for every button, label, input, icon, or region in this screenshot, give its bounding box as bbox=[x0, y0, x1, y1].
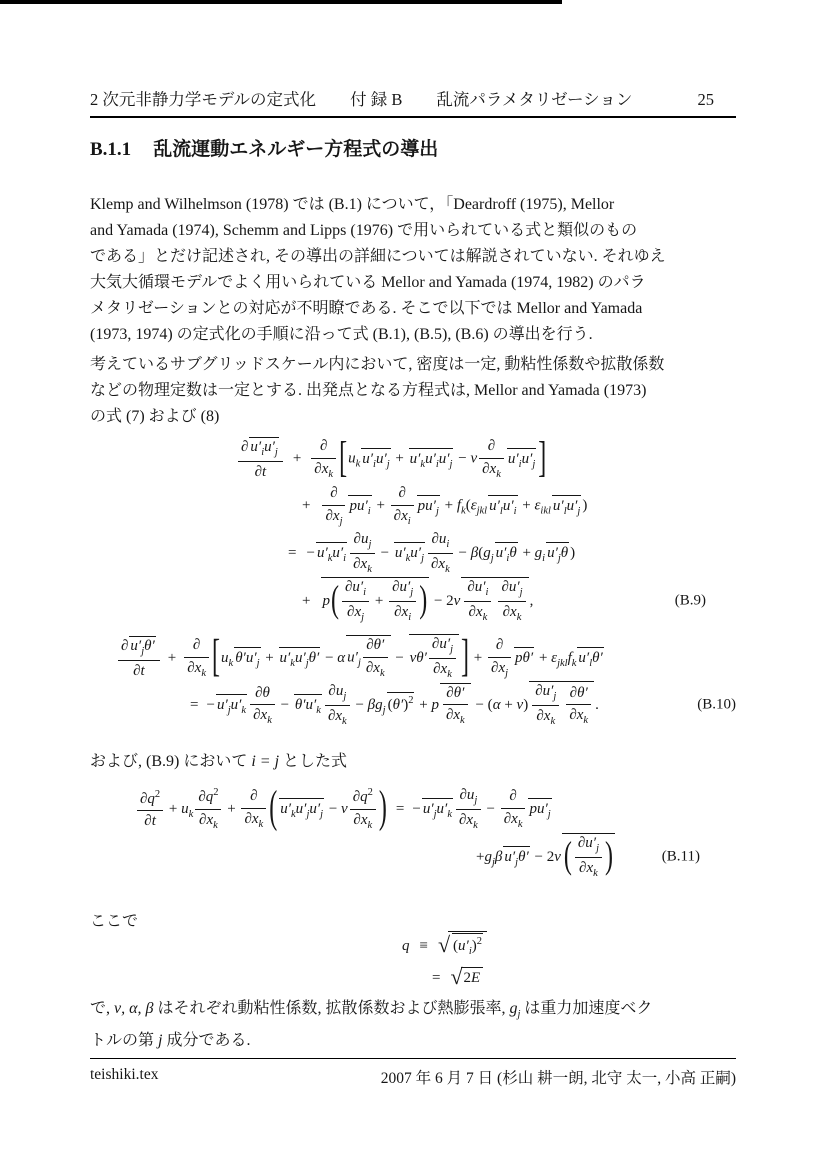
equation-row: $\frac{\partial q^2}{\partial t}$ + $u_k$ $\frac{\partial q^2}{\partial x_k}$ + $\frac{\partial}{\partial x_k}$ ( $u'_ku'_ju'_j - \nu$ $\frac{\partial q^2}{\partial x_k}$ ) = − $u'_ju'_k$ $\frac{\partial u_j}{\partial x_k}$ − $\frac{\partial}{\partial x_k}$ $pu'_j$ bbox=[90, 786, 736, 833]
text-kokode: ここで bbox=[90, 913, 139, 930]
closing-seg-e: 成分である. bbox=[162, 1032, 251, 1050]
header-chapter-title: 2 次元非静力学モデルの定式化 bbox=[90, 90, 317, 109]
equation-row: + $\frac{\partial}{\partial x_j}$ $pu'_i$ + $\frac{\partial}{\partial x_i}$ $pu'_j + f_k(\varepsilon_{jkl}$ $u'_lu'_i + \varepsilon_{ikl}$ $u'_lu'_j$ ) bbox=[302, 485, 588, 527]
equation-tag: (B.9) bbox=[674, 592, 706, 609]
closing-seg-c: は重力加速度ベク bbox=[520, 1000, 653, 1017]
text-line: である」とだけ記述され, その導出の詳細については解説されていない. それゆえ bbox=[90, 248, 666, 265]
equation-row: = − $u'_ju'_k$ $\frac{\partial\theta}{\partial x_k}$ − $\theta'u'_k$ $\frac{\partial u_j}{\partial x_k}$ − $\beta g_j$ $(\theta')^2 + p$ $\frac{\partial\theta'}{\partial x_k}$ − (α + ν) $\frac{\partial u'_j}{\partial x_k}$ $\frac{\partial\theta'}{\partial x_k}$ . (B.10) bbox=[190, 683, 736, 728]
header-section-label: 乱流パラメタリゼーション bbox=[436, 90, 633, 109]
scan-artifact-top-border bbox=[0, 0, 562, 4]
paragraph-intro bbox=[90, 192, 770, 348]
footer-filename: teishiki.tex bbox=[90, 1066, 159, 1083]
header-appendix-label: 付 録 B bbox=[350, 90, 403, 109]
equation-row: q ≡ √ $(u'_i)^2$ bbox=[90, 928, 736, 959]
section-title: 乱流運動エネルギー方程式の導出 bbox=[153, 139, 439, 160]
equation-tag: (B.10) bbox=[697, 696, 736, 713]
text-line: メタリゼーションとの対応が不明瞭である. そこで以下では Mellor and Yamada bbox=[90, 300, 643, 317]
mid-text-math: i = j bbox=[251, 753, 280, 770]
equation-row: = √2E bbox=[90, 959, 736, 990]
equation-row: $\frac{\partial u'_j\theta'}{\partial t}$ + $\frac{\partial}{\partial x_k}$ [$u_k$ $\theta'u'_j + u'_ku'_j\theta' - \alpha$ $u'_j$ $\frac{\partial\theta'}{\partial x_k}$ − νθ′ $\frac{\partial u'_j}{\partial x_k}$ ] + $\frac{\partial}{\partial x_j}$ $p\theta' + \varepsilon_{jkl}f_k$ $u'_l\theta'$ bbox=[90, 634, 736, 681]
page-footer bbox=[90, 1058, 736, 1088]
text-between-equations bbox=[90, 748, 347, 771]
section-number: B.1.1 bbox=[90, 139, 132, 160]
paragraph-closing bbox=[90, 996, 770, 1054]
equation-b9 bbox=[90, 436, 736, 624]
closing-seg-a: で, bbox=[90, 1000, 115, 1017]
mid-text-pre: および, (B.9) において bbox=[90, 753, 252, 770]
equation-tag: (B.11) bbox=[661, 848, 700, 865]
equation-row: $+g_j\beta$ $u'_j\theta' - 2\nu$ ( $\frac{\partial u'_j}{\partial x_k}$ ) (B.11) bbox=[476, 835, 700, 880]
footer-date: 2007 年 6 月 7 日 (杉山 耕一朗, 北守 太一, 小高 正嗣) bbox=[380, 1070, 736, 1087]
closing-seg-d: トルの第 bbox=[90, 1032, 159, 1050]
mid-text-post: とした式 bbox=[279, 753, 348, 770]
equation-row: $\frac{\partial u'_iu'_j}{\partial t}$ + $\frac{\partial}{\partial x_k}$ [$u_k$ $u'_iu'_j + u'_ku'_iu'_j - \nu$ $\frac{\partial}{\partial x_k}$ $u'_iu'_j$ ] bbox=[90, 436, 736, 483]
text-line: and Yamada (1974), Schemm and Lipps (1976) で用いられている式と類似のもの bbox=[90, 222, 638, 239]
equation-q-definition bbox=[90, 928, 736, 990]
page-header bbox=[90, 86, 736, 118]
paragraph-assumptions bbox=[90, 352, 770, 430]
equation-row: + p( $\frac{\partial u'_i}{\partial x_j}$ + $\frac{\partial u'_j}{\partial x_i}$ ) − 2ν $\frac{\partial u'_i}{\partial x_k}$ $\frac{\partial u'_j}{\partial x_k}$ , (B.9) bbox=[302, 579, 706, 624]
text-line: Klemp and Wilhelmson (1978) では (B.1) について，「Deardroff (1975), Mellor bbox=[90, 196, 615, 213]
text-line bbox=[90, 1028, 770, 1054]
closing-math-j: j bbox=[158, 1032, 163, 1050]
text-line: などの物理定数は一定とする. 出発点となる方程式は, Mellor and Yamada (1973) bbox=[90, 382, 647, 399]
closing-math-g-sub: j bbox=[517, 1009, 521, 1021]
equation-b10 bbox=[90, 634, 736, 728]
text-line: 大気大循環モデルでよく用いられている Mellor and Yamada (1974, 1982) のパラ bbox=[90, 274, 646, 291]
text-line bbox=[90, 996, 770, 1028]
section-heading bbox=[90, 134, 438, 161]
equation-row: = − $u'_ku'_i$ $\frac{\partial u_j}{\partial x_k}$ − $u'_ku'_j$ $\frac{\partial u_i}{\partial x_k}$ − $\beta(g_j$ $u'_i\theta + g_i$ $u'_j\theta$ ) bbox=[288, 530, 576, 575]
closing-math-g: g bbox=[509, 1000, 518, 1017]
text-line: の式 (7) および (8) bbox=[90, 408, 220, 425]
text-line: 考えているサブグリッドスケール内において, 密度は一定, 動粘性係数や拡散係数 bbox=[90, 356, 665, 373]
equation-b11 bbox=[90, 783, 736, 880]
closing-math-greek: ν, α, β bbox=[114, 1000, 154, 1017]
text-line: (1973, 1974) の定式化の手順に沿って式 (B.1), (B.5), (B.6) の導出を行う. bbox=[90, 326, 593, 343]
closing-seg-b: はそれぞれ動粘性係数, 拡散係数および熱膨張率, bbox=[153, 1000, 510, 1017]
page-number: 25 bbox=[697, 90, 714, 109]
